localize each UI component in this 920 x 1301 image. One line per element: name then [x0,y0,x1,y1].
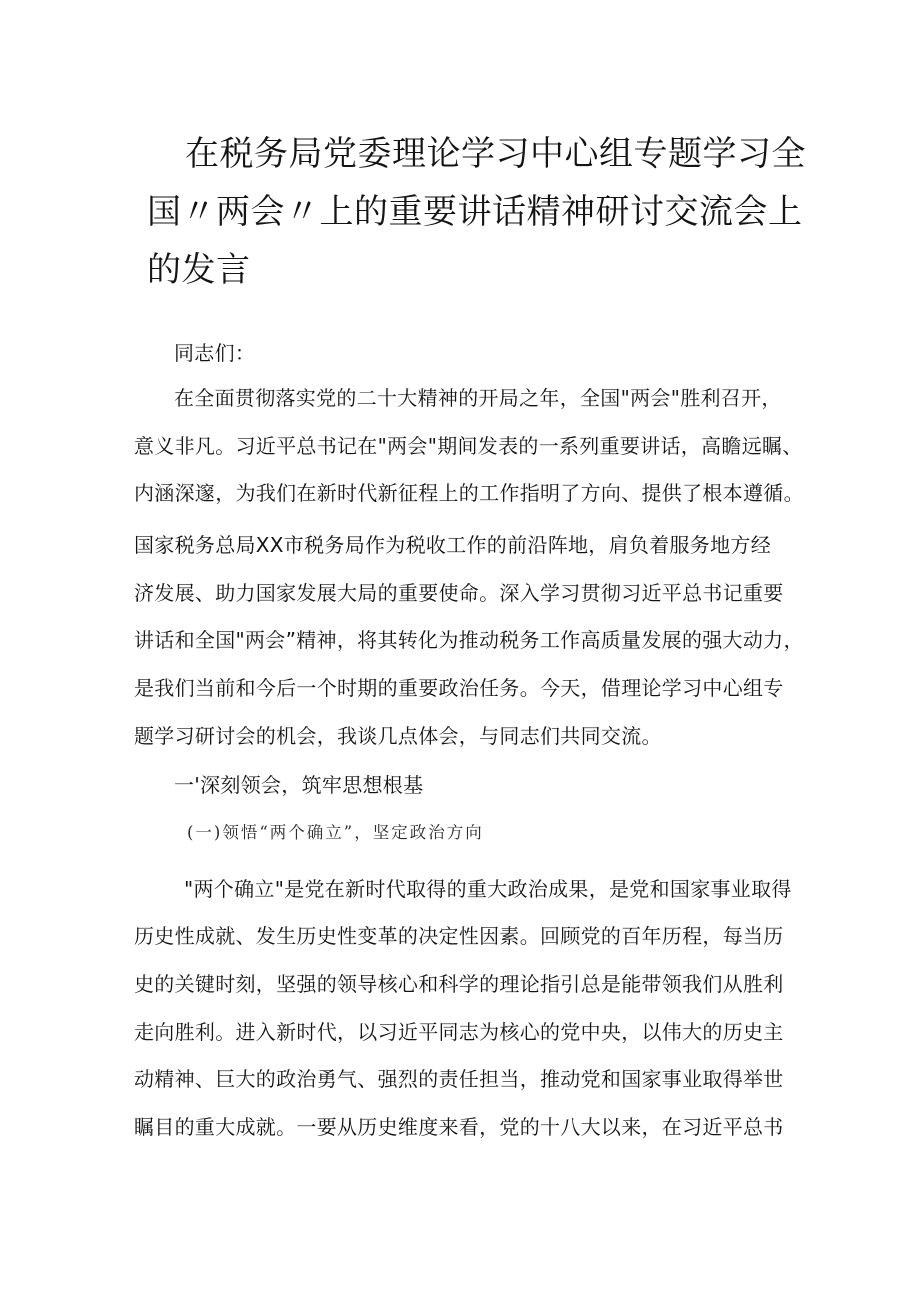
title-line: 的发言 [147,250,251,290]
intro-paragraph-line: 讲话和全国"两会”精神，将其转化为推动税务工作高质量发展的强大动力， [134,628,804,652]
intro-paragraph-line: 内涵深邃，为我们在新时代新征程上的工作指明了方向、提供了根本遵循。 [134,481,804,505]
body-paragraph-line: 历史性成就、发生历史性变革的决定性因素。回顾党的百年历程，每当历 [134,924,784,948]
salutation: 同志们： [174,341,256,365]
body-paragraph-line: 瞩目的重大成就。一要从历史维度来看，党的十八大以来，在习近平总书 [134,1115,784,1139]
intro-paragraph-line: 济发展、助力国家发展大局的重要使命。深入学习贯彻习近平总书记重要 [134,581,784,605]
document-title [147,125,806,299]
body-paragraph-line: 史的关键时刻，坚强的领导核心和科学的理论指引总是能带领我们从胜利 [134,972,784,996]
body-paragraph-line: 动精神、巨大的政治勇气、强烈的责任担当，推动党和国家事业取得举世 [134,1067,784,1091]
title-line: 国〃两会〃上的重要讲话精神研讨交流会上 [147,192,803,232]
intro-paragraph-line: 在全面贯彻落实党的二十大精神的开局之年，全国"两会"胜利召开， [174,386,782,410]
intro-paragraph-line: 国家税务总局XX市税务局作为税收工作的前沿阵地，肩负着服务地方经 [134,533,772,557]
body-paragraph-line: 走向胜利。进入新时代，以习近平同志为核心的党中央，以伟大的历史主 [134,1020,784,1044]
body-paragraph-line: "两个确立"是党在新时代取得的重大政治成果，是党和国家事业取得 [184,877,792,901]
subsection-heading: (一)领悟“两个确立”，坚定政治方向 [187,823,484,842]
title-line: 在税务局党委理论学习中心组专题学习全 [185,134,806,174]
intro-paragraph-line: 题学习研讨会的机会，我谈几点体会，与同志们共同交流。 [134,724,662,748]
intro-paragraph-line: 意义非凡。习近平总书记在"两会"期间发表的一系列重要讲话，高瞻远瞩、 [134,434,803,458]
section-heading: 一'深刻领会，筑牢思想根基 [174,773,424,797]
intro-paragraph-line: 是我们当前和今后一个时期的重要政治任务。今天，借理论学习中心组专 [134,676,784,700]
